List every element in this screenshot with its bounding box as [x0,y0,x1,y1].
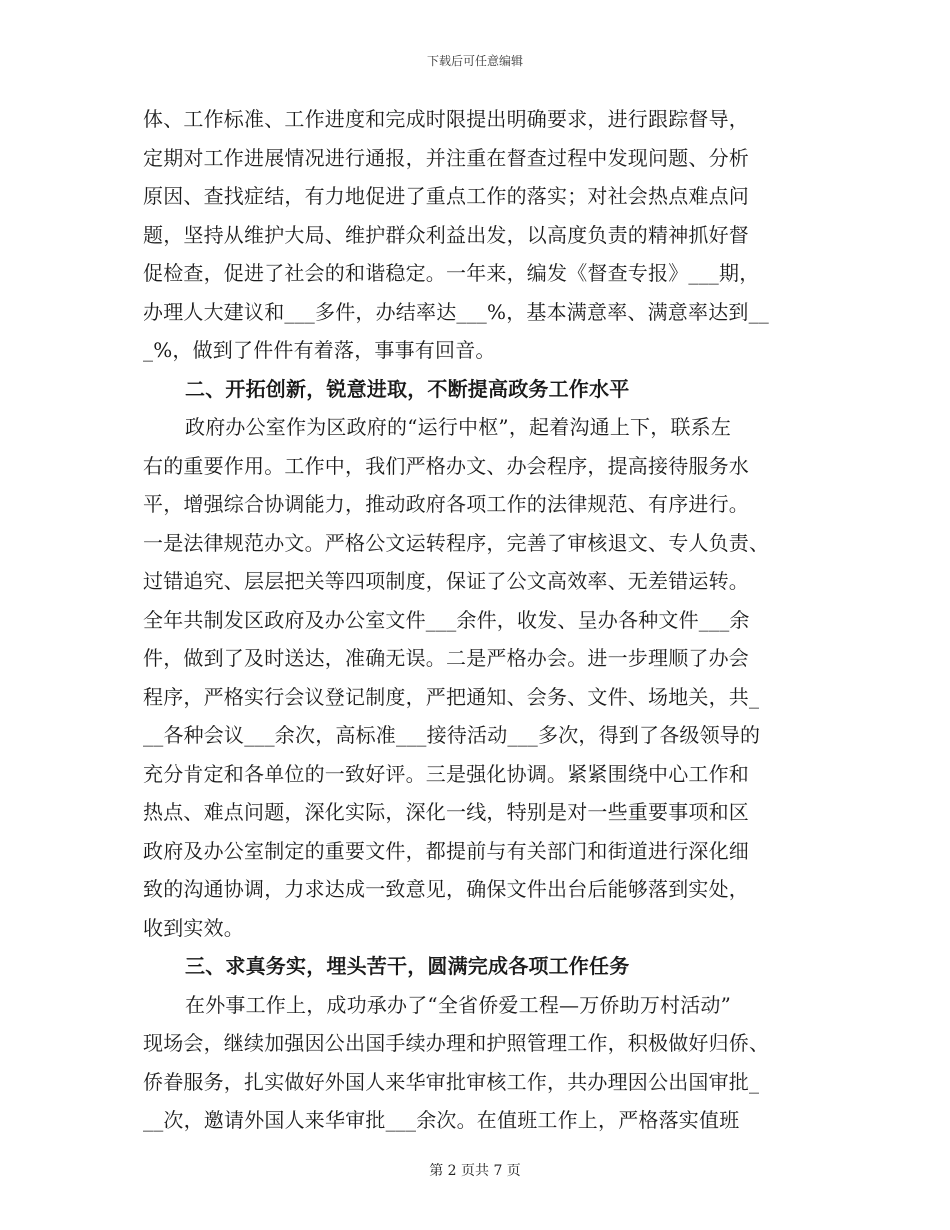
body-line: __各种会议___余次，高标准___接待活动___多次，得到了各级领导的 [143,723,761,747]
body-line: 促检查，促进了社会的和谐稳定。一年来，编发《督查专报》___期， [143,261,760,285]
body-line: 政府及办公室制定的重要文件，都提前与有关部门和街道进行深化细 [143,838,749,863]
body-line: _%，做到了件件有着落，事事有回音。 [143,338,496,362]
body-line: 件，做到了及时送达，准确无误。二是严格办会。进一步理顺了办会 [143,646,749,670]
body-line: 程序，严格实行会议登记制度，严把通知、会务、文件、场地关，共_ [143,684,760,709]
body-line: 一是法律规范办文。严格公文运转程序，完善了审核退文、专人负责、 [143,530,770,555]
body-line: 侨眷服务，扎实做好外国人来华审批审核工作，共办理因公出国审批_ [143,1069,760,1094]
section-heading-3: 三、求真务实，埋头苦干，圆满完成各项工作任务 [185,954,630,978]
body-line: 充分肯定和各单位的一致好评。三是强化协调。紧紧围绕中心工作和 [143,761,749,786]
body-line: 全年共制发区政府及办公室文件___余件，收发、呈办各种文件___余 [143,607,750,632]
page-header: 下载后可任意编辑 [426,54,523,68]
body-line: 收到实效。 [143,915,244,940]
page-footer: 第 2 页共 7 页 [429,1163,521,1179]
body-line: 题，坚持从维护大局、维护群众利益出发，以高度负责的精神抓好督 [143,222,749,247]
body-line: 定期对工作进展情况进行通报，并注重在督查过程中发现问题、分析 [143,145,749,170]
body-line: 平，增强综合协调能力，推动政府各项工作的法律规范、有序进行。 [143,492,749,516]
body-line: 致的沟通协调，力求达成一致意见，确保文件出台后能够落到实处， [143,877,749,901]
body-line: 右的重要作用。工作中，我们严格办文、办会程序，提高接待服务水 [143,453,749,478]
body-line: 办理人大建议和___多件，办结率达___%，基本满意率、满意率达到__ [143,299,770,324]
body-line: 体、工作标准、工作进度和完成时限提出明确要求，进行跟踪督导， [143,107,749,131]
paragraph-first-line: 在外事工作上，成功承办了“全省侨爱工程—万侨助万村活动” [185,992,732,1017]
section-heading-2: 二、开拓创新，锐意进取，不断提高政务工作水平 [185,376,630,401]
document-body [143,100,807,1140]
body-line: 热点、难点问题，深化实际，深化一线，特别是对一些重要事项和区 [143,800,749,824]
body-line: 现场会，继续加强因公出国手续办理和护照管理工作，积极做好归侨、 [143,1031,770,1055]
body-line: __次，邀请外国人来华审批___余次。在值班工作上，严格落实值班 [143,1108,740,1132]
body-line: 原因、查找症结，有力地促进了重点工作的落实；对社会热点难点问 [143,184,749,208]
body-line: 过错追究、层层把关等四项制度，保证了公文高效率、无差错运转。 [143,569,749,593]
paragraph-first-line: 政府办公室作为区政府的“运行中枢”，起着沟通上下，联系左 [185,415,732,439]
